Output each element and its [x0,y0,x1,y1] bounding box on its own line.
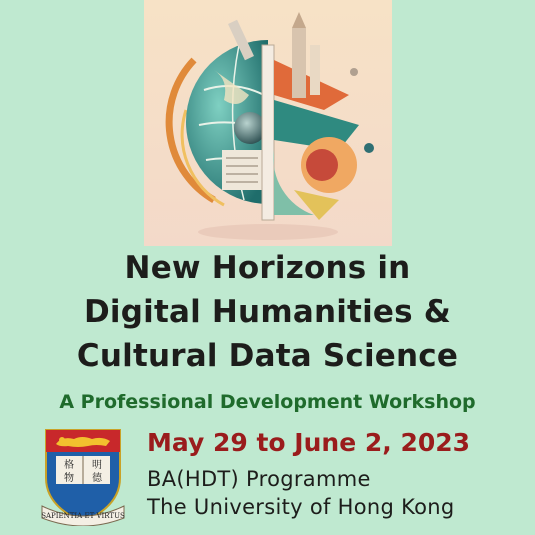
programme-name: BA(HDT) Programme [147,467,371,491]
workshop-dates: May 29 to June 2, 2023 [147,428,471,457]
crest-char-3: 物 [64,473,74,484]
crest-char-4: 德 [92,473,102,484]
crest-char-1: 格 [64,460,74,471]
title-line-2: Digital Humanities & [83,294,451,330]
university-name: The University of Hong Kong [147,495,455,519]
crest-char-2: 明 [92,460,102,471]
crest-motto: SAPIENTIA ET VIRTUS [41,512,125,520]
globe-collage-illustration [144,0,392,246]
subtitle: A Professional Development Workshop [59,391,476,413]
title-line-3: Cultural Data Science [76,338,459,374]
title-line-1: New Horizons in [124,250,411,286]
university-crest-logo [40,426,126,526]
